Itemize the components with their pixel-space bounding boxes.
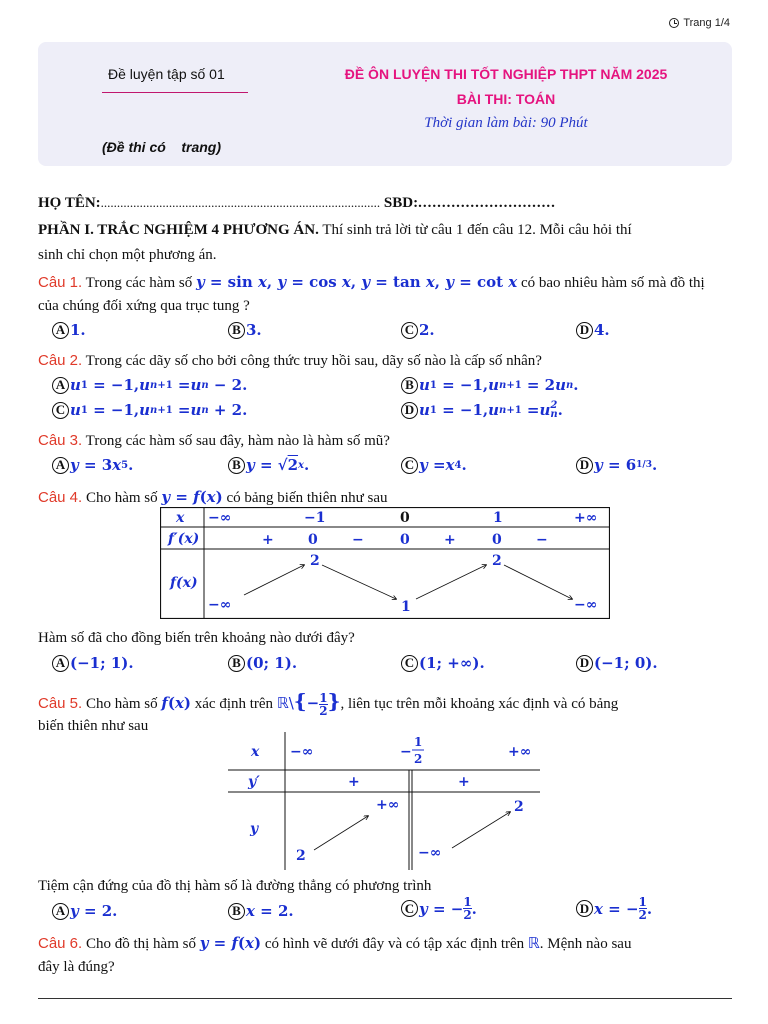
svg-text:f′(x): f′(x) <box>168 531 200 547</box>
svg-text:−: − <box>352 532 364 548</box>
svg-text:f(x): f(x) <box>170 575 198 591</box>
q5-option-a[interactable]: A y = 2. <box>52 902 117 920</box>
question-6-line2: đây là đúng? <box>38 959 115 975</box>
q4-option-c[interactable]: C (1; +∞). <box>401 654 485 672</box>
question-2: Câu 2. Trong các dãy số cho bởi công thức truy hồi sau, dãy số nào là cấp số nhân? <box>38 352 542 369</box>
svg-text:2: 2 <box>310 553 320 569</box>
page-indicator <box>669 17 730 29</box>
svg-text:−∞: −∞ <box>208 597 232 613</box>
q5-option-d[interactable]: D x = − $\frac{1}{2}$ . <box>576 896 652 921</box>
header-divider <box>102 92 248 93</box>
q1-option-c[interactable]: C 2. <box>401 321 435 339</box>
q2-option-a[interactable]: A u 1 = −1, u n +1 = u n − 2. <box>52 376 247 394</box>
exam-title: ĐỀ ÔN LUYỆN THI TỐT NGHIỆP THPT NĂM 2025 <box>344 66 668 82</box>
q4-option-d[interactable]: D (−1; 0). <box>576 654 658 672</box>
question-3: Câu 3. Trong các hàm số sau đây, hàm nào là hàm số mũ? <box>38 432 390 449</box>
option-letter: A <box>52 322 69 339</box>
option-letter: D <box>576 322 593 339</box>
option-letter: B <box>228 322 245 339</box>
svg-text:+: + <box>444 532 456 548</box>
svg-text:+∞: +∞ <box>574 510 598 526</box>
q3-option-d[interactable]: D y = 6 1/3 . <box>576 456 657 474</box>
svg-text:−∞: −∞ <box>208 510 232 526</box>
q2-option-b[interactable]: B u 1 = −1, u n +1 = 2 u n . <box>401 376 579 394</box>
svg-text:2: 2 <box>492 553 502 569</box>
svg-text:−∞: −∞ <box>418 845 442 861</box>
q4-variation-table <box>160 507 610 619</box>
question-4-stem: Hàm số đã cho đồng biến trên khoảng nào dưới đây? <box>38 630 355 646</box>
svg-text:−∞: −∞ <box>290 744 314 760</box>
svg-text:1: 1 <box>401 599 411 615</box>
option-letter: C <box>401 322 418 339</box>
q3-option-b[interactable]: B y = √2 x . <box>228 456 309 474</box>
q3-option-c[interactable]: C y = x 4 . <box>401 456 467 474</box>
q2-option-d[interactable]: D u 1 = −1, u n +1 = u 2 n . <box>401 401 563 419</box>
svg-text:+: + <box>458 774 470 790</box>
q1-option-d[interactable]: D 4. <box>576 321 610 339</box>
svg-text:+∞: +∞ <box>376 797 400 813</box>
svg-text:0: 0 <box>400 532 410 548</box>
question-5-stem: Tiệm cận đứng của đồ thị hàm số là đường thẳng có phương trình <box>38 878 432 894</box>
part1-heading: PHẦN I. TRẮC NGHIỆM 4 PHƯƠNG ÁN. Thí sinh trả lời từ câu 1 đến câu 12. Mỗi câu hỏi thí <box>38 222 632 238</box>
svg-text:−1: −1 <box>304 510 326 526</box>
clock-icon <box>669 18 679 28</box>
question-5: Câu 5. Cho hàm số f(x) xác định trên ℝ\{− $\frac{1}{2}$ }, liên tục trên mỗi khoảng xác định và có bảng <box>38 689 619 719</box>
student-info: HỌ TÊN:...................................................................................... SBD:............................. <box>38 195 556 211</box>
svg-text:0: 0 <box>492 532 502 548</box>
question-5-line2: biến thiên như sau <box>38 718 149 734</box>
q4-option-a[interactable]: A (−1; 1). <box>52 654 134 672</box>
svg-text:x: x <box>251 744 260 760</box>
svg-text:0: 0 <box>308 532 318 548</box>
footer-rule <box>38 998 732 999</box>
svg-text:+∞: +∞ <box>508 744 532 760</box>
exam-number: Đề luyện tập số 01 <box>108 66 225 82</box>
svg-text:+: + <box>262 532 274 548</box>
svg-text:−∞: −∞ <box>574 597 598 613</box>
svg-text:+: + <box>348 774 360 790</box>
svg-text:0: 0 <box>400 510 410 526</box>
question-1: Câu 1. Trong các hàm số y = sin x, y = cos x, y = tan x, y = cot x có bao nhiêu hàm số mà đồ thị <box>38 273 705 291</box>
q4-option-b[interactable]: B (0; 1). <box>228 654 297 672</box>
svg-text:1: 1 <box>493 510 503 526</box>
question-4: Câu 4. Cho hàm số y = f(x) có bảng biến thiên như sau <box>38 488 388 506</box>
svg-text:y′: y′ <box>248 774 260 790</box>
svg-text:x: x <box>176 510 185 526</box>
svg-text:−: − <box>536 532 548 548</box>
exam-subject: BÀI THI: TOÁN <box>456 91 556 107</box>
svg-text:2: 2 <box>414 752 423 766</box>
q5-variation-table <box>228 732 540 870</box>
page-label: Trang 1/4 <box>683 17 730 29</box>
question-1-line2: của chúng đối xứng qua trục tung ? <box>38 298 250 314</box>
svg-text:y: y <box>250 821 259 837</box>
q2-option-c[interactable]: C u 1 = −1, u n +1 = u n + 2. <box>52 401 247 419</box>
svg-text:−: − <box>400 744 412 760</box>
svg-text:1: 1 <box>414 735 423 749</box>
q5-option-b[interactable]: B x = 2. <box>228 902 294 920</box>
q1-option-a[interactable]: A 1. <box>52 321 86 339</box>
question-6: Câu 6. Cho đồ thị hàm số y = f(x) có hình vẽ dưới đây và có tập xác định trên ℝ. Mệnh nào sau <box>38 934 632 952</box>
exam-time: Thời gian làm bài: 90 Phút <box>424 115 588 131</box>
q5-option-c[interactable]: C y = − $\frac{1}{2}$ . <box>401 896 477 921</box>
q3-option-a[interactable]: A y = 3 x 5 . <box>52 456 133 474</box>
part1-instruction: sinh chỉ chọn một phương án. <box>38 247 217 263</box>
svg-text:2: 2 <box>514 799 524 815</box>
svg-text:2: 2 <box>296 848 306 864</box>
page-count-note: (Đề thi có trang) <box>102 139 222 155</box>
q1-option-b[interactable]: B 3. <box>228 321 262 339</box>
